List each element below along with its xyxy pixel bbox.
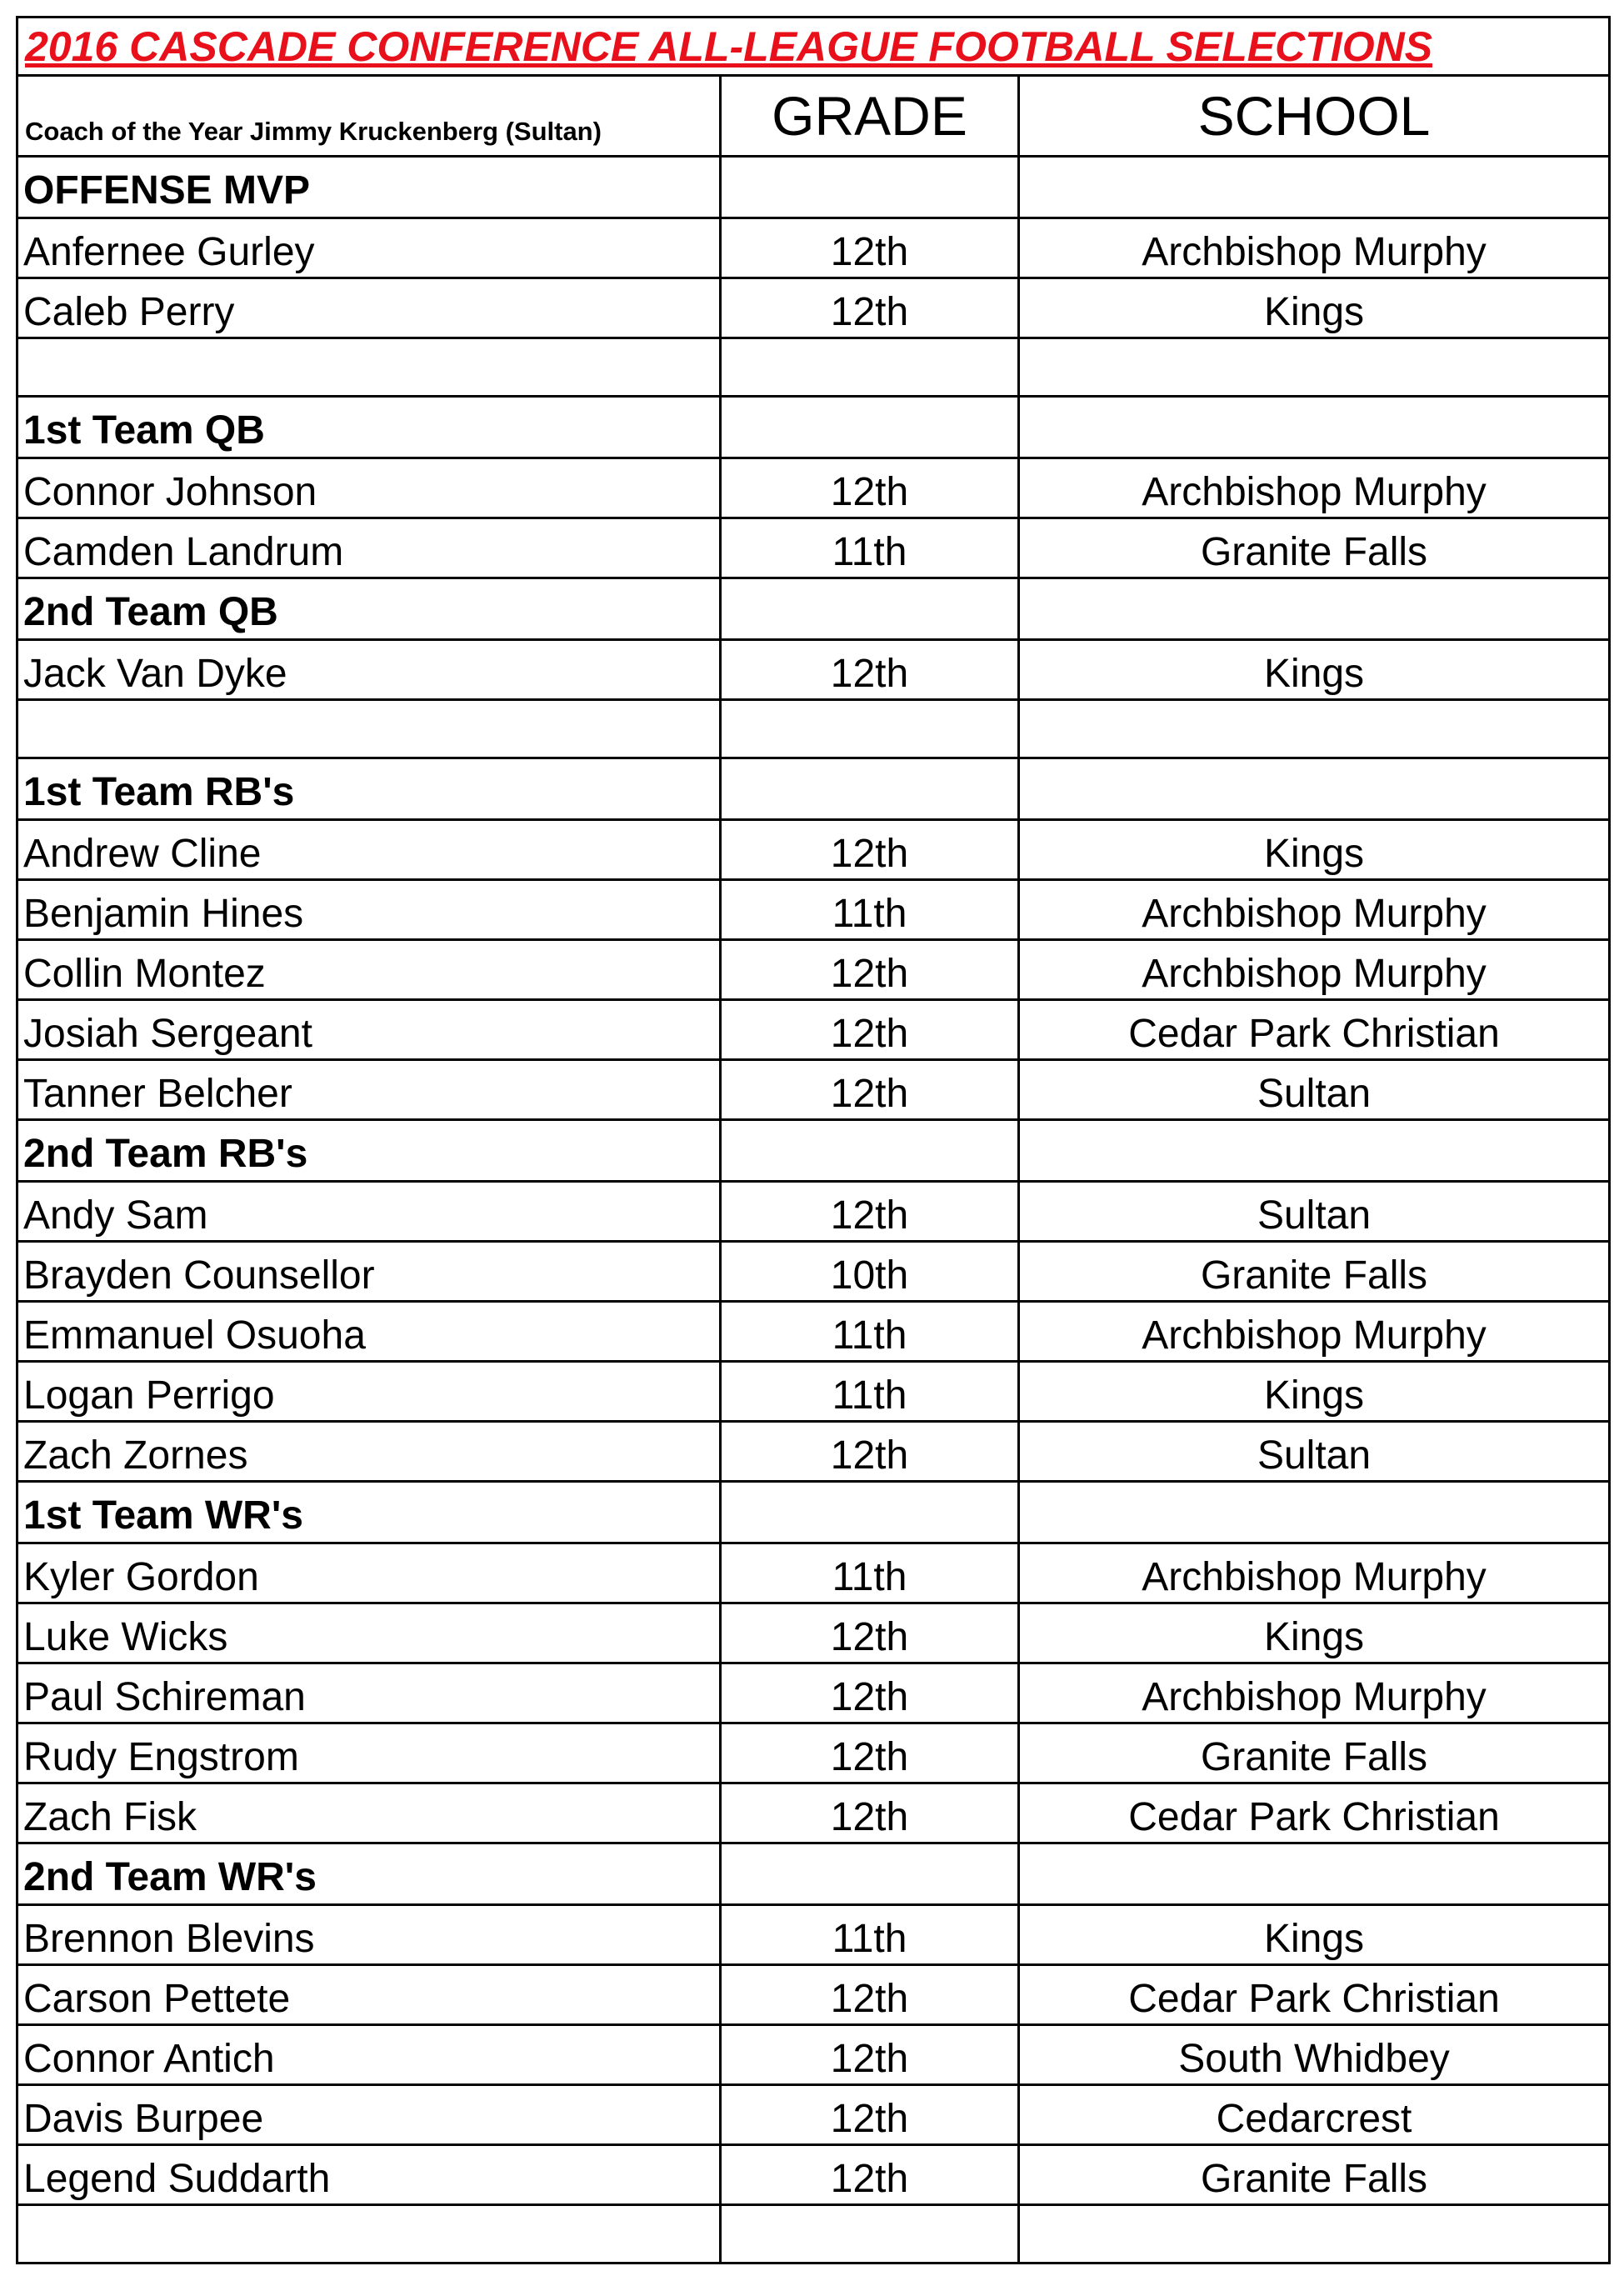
player-grade: 12th [721, 940, 1019, 1000]
table-row [17, 2085, 1610, 2145]
player-name: Zach Zornes [17, 1422, 721, 1482]
section-heading: 2nd Team QB [17, 578, 721, 640]
empty-cell [1019, 2205, 1610, 2263]
empty-cell [1019, 758, 1610, 820]
empty-cell [1019, 1843, 1610, 1905]
player-grade: 12th [721, 1783, 1019, 1843]
player-name: Zach Fisk [17, 1783, 721, 1843]
table-row [17, 278, 1610, 338]
section-heading: 1st Team QB [17, 397, 721, 458]
empty-cell [17, 338, 721, 397]
player-grade: 12th [721, 1060, 1019, 1120]
player-school: Archbishop Murphy [1019, 1543, 1610, 1603]
player-name: Legend Suddarth [17, 2145, 721, 2205]
table-row [17, 458, 1610, 518]
table-row [17, 518, 1610, 578]
player-grade: 12th [721, 458, 1019, 518]
player-school: Sultan [1019, 1422, 1610, 1482]
player-grade: 11th [721, 518, 1019, 578]
empty-cell [1019, 397, 1610, 458]
table-row [17, 2145, 1610, 2205]
table-row [17, 2025, 1610, 2085]
player-grade: 12th [721, 2025, 1019, 2085]
table-row [17, 1362, 1610, 1422]
section-heading: OFFENSE MVP [17, 157, 721, 218]
player-grade: 11th [721, 1302, 1019, 1362]
empty-cell [721, 1120, 1019, 1182]
header-row [17, 76, 1610, 157]
player-school: Cedar Park Christian [1019, 1783, 1610, 1843]
player-school: Cedar Park Christian [1019, 1965, 1610, 2025]
selections-table [16, 16, 1611, 2264]
player-grade: 12th [721, 1723, 1019, 1783]
player-name: Brayden Counsellor [17, 1242, 721, 1302]
player-name: Logan Perrigo [17, 1362, 721, 1422]
table-row [17, 880, 1610, 940]
empty-cell [721, 1843, 1019, 1905]
player-name: Kyler Gordon [17, 1543, 721, 1603]
player-name: Camden Landrum [17, 518, 721, 578]
player-name: Rudy Engstrom [17, 1723, 721, 1783]
player-grade: 12th [721, 640, 1019, 700]
table-row [17, 1060, 1610, 1120]
player-school: Archbishop Murphy [1019, 458, 1610, 518]
player-grade: 11th [721, 1543, 1019, 1603]
player-school: Kings [1019, 1362, 1610, 1422]
player-name: Collin Montez [17, 940, 721, 1000]
empty-cell [721, 397, 1019, 458]
empty-cell [721, 157, 1019, 218]
player-school: Archbishop Murphy [1019, 1663, 1610, 1723]
player-school: Cedar Park Christian [1019, 1000, 1610, 1060]
player-grade: 12th [721, 1422, 1019, 1482]
section-row [17, 157, 1610, 218]
player-school: Kings [1019, 1603, 1610, 1663]
player-grade: 12th [721, 1663, 1019, 1723]
player-name: Andrew Cline [17, 820, 721, 880]
section-heading: 1st Team RB's [17, 758, 721, 820]
section-row [17, 1482, 1610, 1543]
player-grade: 12th [721, 1182, 1019, 1242]
player-grade: 11th [721, 1905, 1019, 1965]
section-row [17, 1120, 1610, 1182]
empty-cell [721, 578, 1019, 640]
player-grade: 12th [721, 2085, 1019, 2145]
coach-of-the-year: Coach of the Year Jimmy Kruckenberg (Sultan) [17, 76, 721, 157]
player-school: Archbishop Murphy [1019, 1302, 1610, 1362]
player-grade: 11th [721, 880, 1019, 940]
player-name: Anfernee Gurley [17, 218, 721, 278]
player-grade: 11th [721, 1362, 1019, 1422]
player-school: Kings [1019, 640, 1610, 700]
player-school: Archbishop Murphy [1019, 218, 1610, 278]
table-row [17, 1905, 1610, 1965]
empty-cell [1019, 1482, 1610, 1543]
blank-row [17, 2205, 1610, 2263]
player-grade: 12th [721, 820, 1019, 880]
player-school: Sultan [1019, 1060, 1610, 1120]
player-school: Kings [1019, 820, 1610, 880]
player-grade: 12th [721, 218, 1019, 278]
table-row [17, 1663, 1610, 1723]
player-grade: 10th [721, 1242, 1019, 1302]
document-title: 2016 CASCADE CONFERENCE ALL-LEAGUE FOOTBALL SELECTIONS [17, 18, 1610, 76]
player-school: Kings [1019, 278, 1610, 338]
player-name: Paul Schireman [17, 1663, 721, 1723]
player-grade: 12th [721, 278, 1019, 338]
player-name: Benjamin Hines [17, 880, 721, 940]
empty-cell [1019, 578, 1610, 640]
player-school: Archbishop Murphy [1019, 940, 1610, 1000]
player-school: Cedarcrest [1019, 2085, 1610, 2145]
table-row [17, 1543, 1610, 1603]
empty-cell [721, 700, 1019, 758]
empty-cell [721, 1482, 1019, 1543]
player-school: Granite Falls [1019, 1723, 1610, 1783]
player-name: Carson Pettete [17, 1965, 721, 2025]
player-name: Josiah Sergeant [17, 1000, 721, 1060]
empty-cell [1019, 1120, 1610, 1182]
table-row [17, 1965, 1610, 2025]
empty-cell [721, 758, 1019, 820]
table-row [17, 1302, 1610, 1362]
table-row [17, 1422, 1610, 1482]
section-heading: 1st Team WR's [17, 1482, 721, 1543]
section-row [17, 758, 1610, 820]
section-heading: 2nd Team WR's [17, 1843, 721, 1905]
table-row [17, 1603, 1610, 1663]
player-grade: 12th [721, 1603, 1019, 1663]
player-school: Granite Falls [1019, 518, 1610, 578]
grade-column-header: GRADE [721, 76, 1019, 157]
player-name: Brennon Blevins [17, 1905, 721, 1965]
empty-cell [1019, 338, 1610, 397]
title-row [17, 18, 1610, 76]
player-name: Connor Antich [17, 2025, 721, 2085]
section-heading: 2nd Team RB's [17, 1120, 721, 1182]
section-row [17, 1843, 1610, 1905]
empty-cell [17, 700, 721, 758]
school-column-header: SCHOOL [1019, 76, 1610, 157]
blank-row [17, 700, 1610, 758]
player-grade: 12th [721, 1965, 1019, 2025]
table-row [17, 940, 1610, 1000]
table-row [17, 1723, 1610, 1783]
empty-cell [721, 338, 1019, 397]
table-row [17, 820, 1610, 880]
table-row [17, 1783, 1610, 1843]
player-school: Kings [1019, 1905, 1610, 1965]
player-school: Granite Falls [1019, 2145, 1610, 2205]
player-name: Tanner Belcher [17, 1060, 721, 1120]
table-row [17, 1242, 1610, 1302]
player-name: Andy Sam [17, 1182, 721, 1242]
player-name: Caleb Perry [17, 278, 721, 338]
empty-cell [1019, 157, 1610, 218]
player-school: South Whidbey [1019, 2025, 1610, 2085]
player-school: Archbishop Murphy [1019, 880, 1610, 940]
player-grade: 12th [721, 1000, 1019, 1060]
player-name: Jack Van Dyke [17, 640, 721, 700]
blank-row [17, 338, 1610, 397]
section-row [17, 578, 1610, 640]
player-grade: 12th [721, 2145, 1019, 2205]
player-school: Sultan [1019, 1182, 1610, 1242]
section-row [17, 397, 1610, 458]
empty-cell [17, 2205, 721, 2263]
player-name: Emmanuel Osuoha [17, 1302, 721, 1362]
player-name: Davis Burpee [17, 2085, 721, 2145]
table-row [17, 218, 1610, 278]
empty-cell [721, 2205, 1019, 2263]
player-name: Connor Johnson [17, 458, 721, 518]
table-row [17, 640, 1610, 700]
empty-cell [1019, 700, 1610, 758]
table-row [17, 1000, 1610, 1060]
selections-table-body [17, 18, 1610, 2263]
table-row [17, 1182, 1610, 1242]
player-school: Granite Falls [1019, 1242, 1610, 1302]
player-name: Luke Wicks [17, 1603, 721, 1663]
